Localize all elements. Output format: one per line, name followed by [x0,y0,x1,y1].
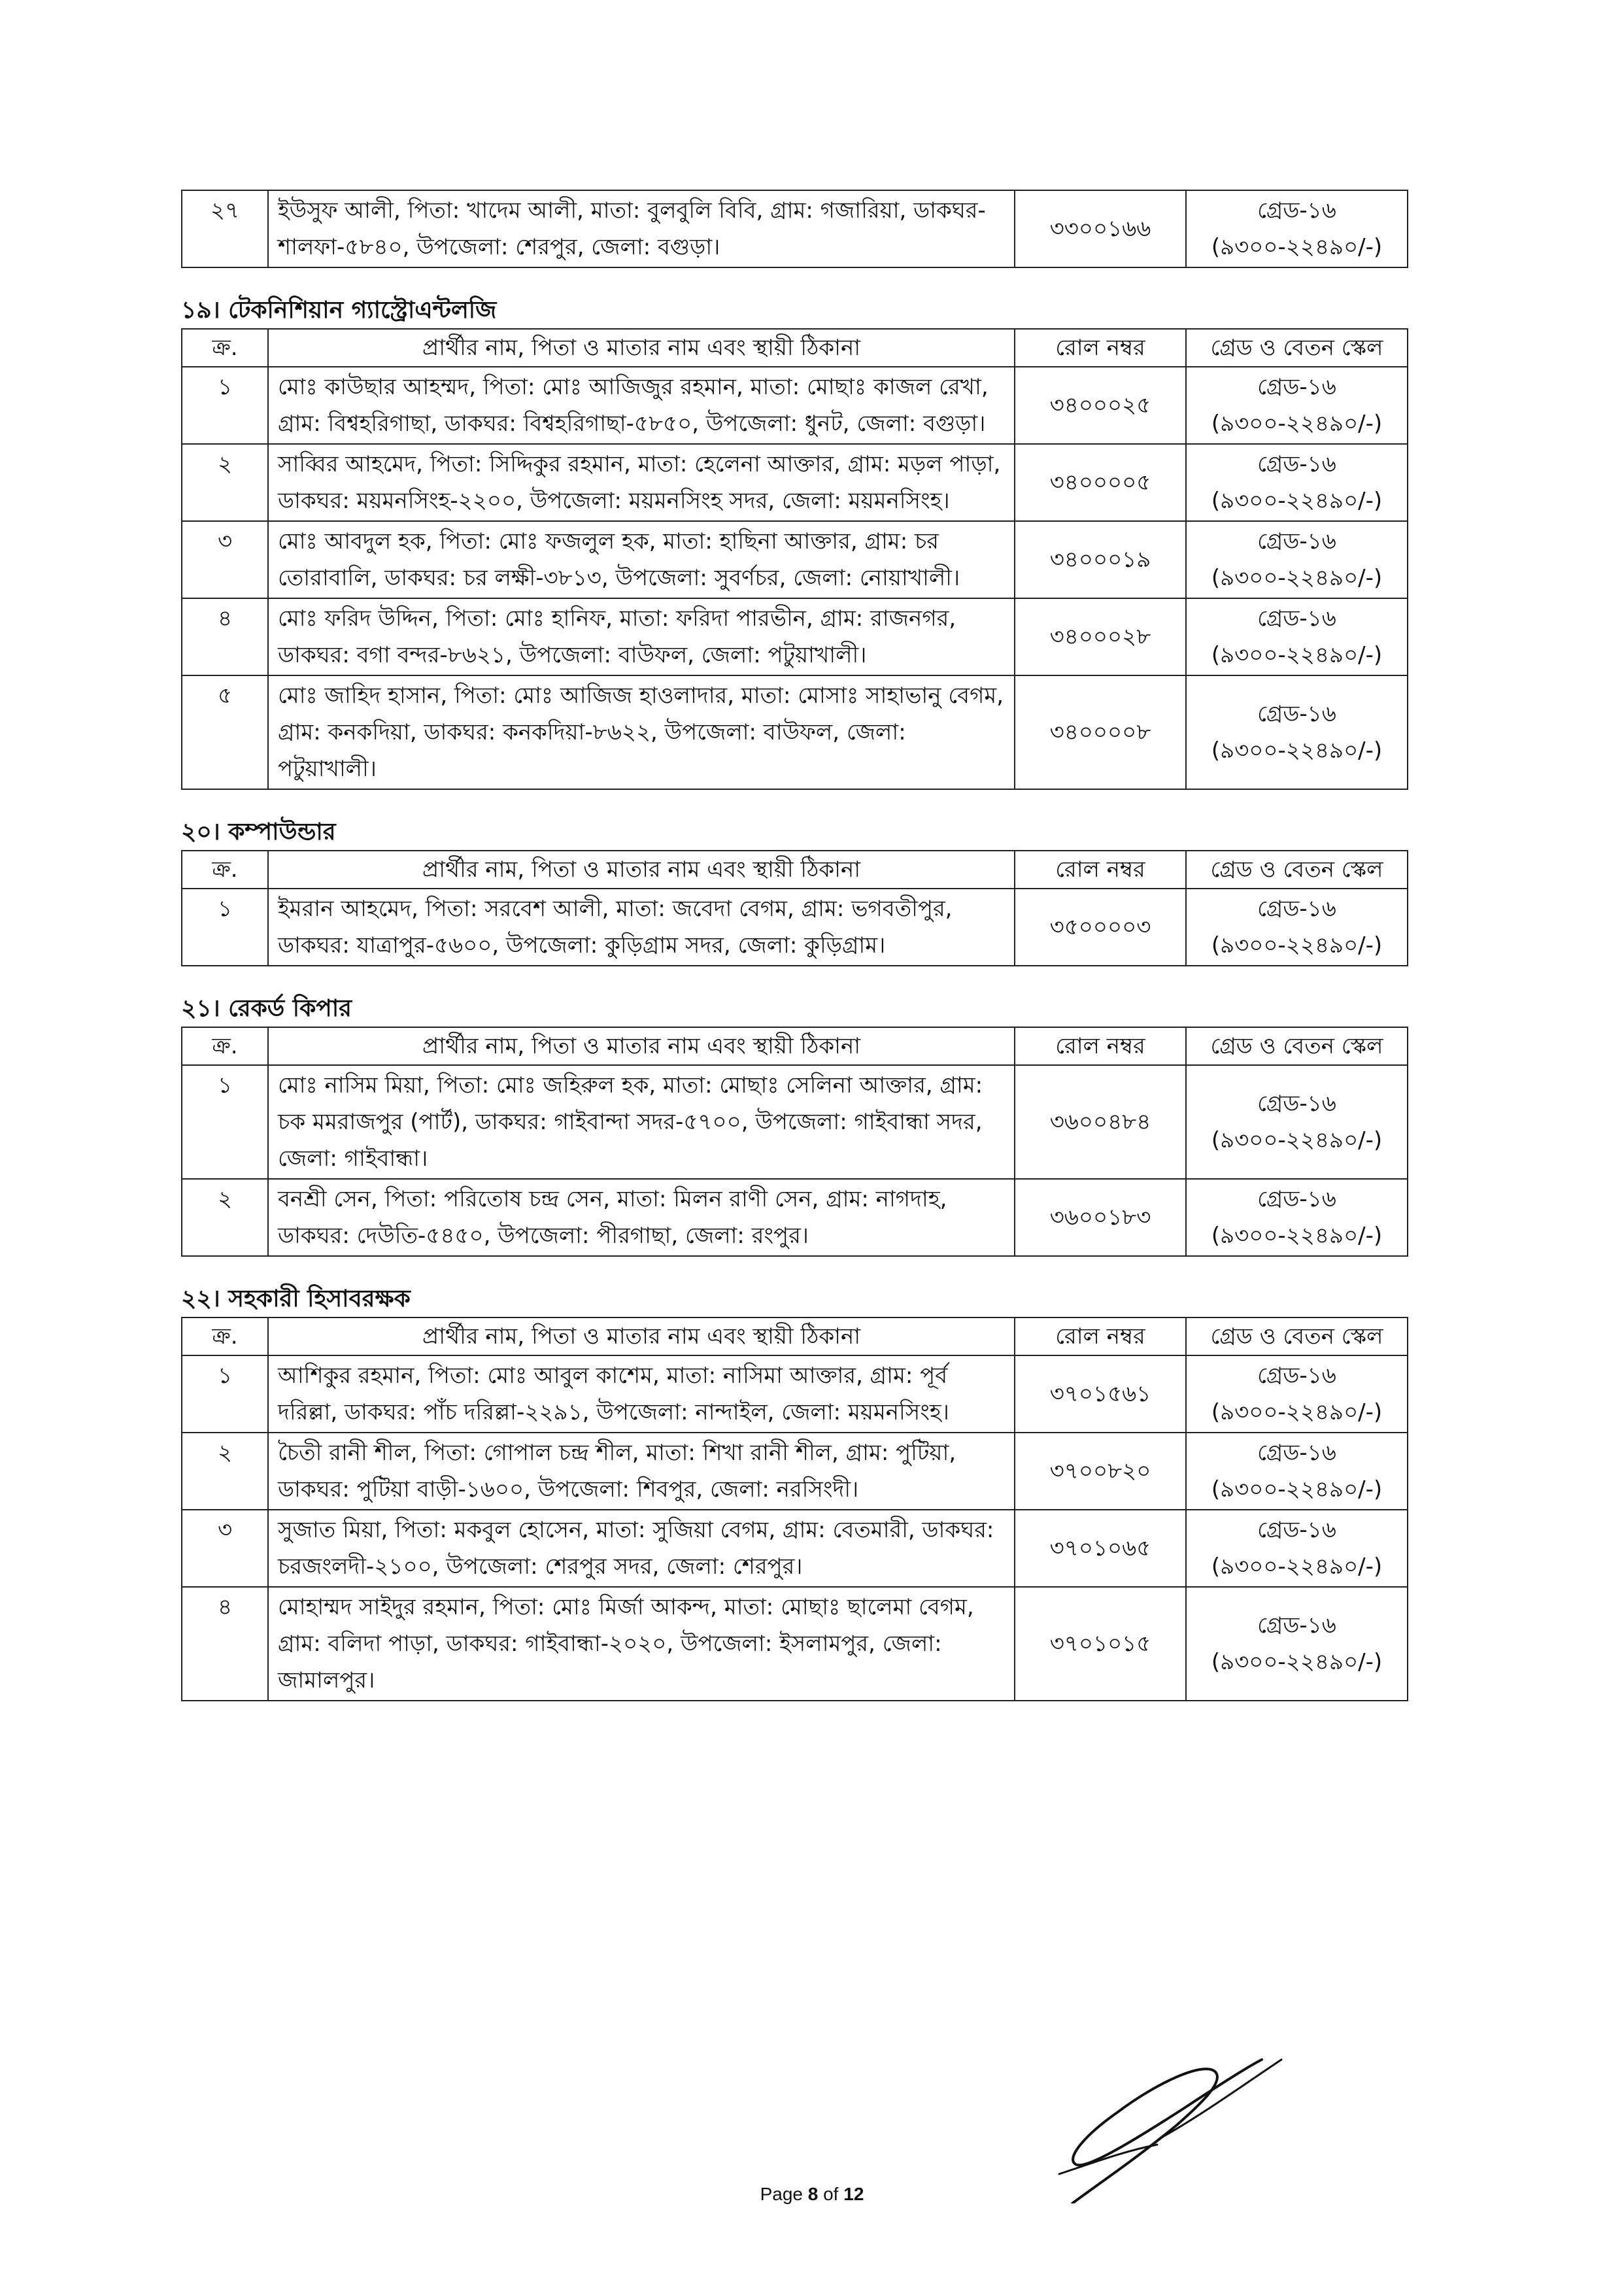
grade-label: গ্রেড-১৬ [1257,1363,1336,1389]
header-serial: ক্র. [182,1027,268,1065]
candidate-table [181,1027,1408,1257]
pay-scale: (৯৩০০-২২৪৯০/-) [1211,932,1383,959]
grade-cell [1186,367,1408,444]
roll-number-cell: ৩৪০০০০৮ [1015,675,1186,789]
header-roll: রোল নম্বর [1015,1318,1186,1355]
roll-number-cell: ৩৭০১০১৫ [1015,1587,1186,1701]
roll-number-cell: ৩৭০১০৬৫ [1015,1510,1186,1587]
table-row [182,598,1408,675]
candidate-info-cell: ইমরান আহমেদ, পিতা: সরবেশ আলী, মাতা: জবেদা বেগম, গ্রাম: ভগবতীপুর, ডাকঘর: যাত্রাপুর-৫৬০০, উপজেলা: কুড়িগ্রাম সদর, জেলা: কুড়িগ্রাম। [268,889,1015,966]
grade-label: গ্রেড-১৬ [1257,896,1336,922]
pay-scale: (৯৩০০-২২৪৯০/-) [1211,1127,1383,1153]
table-row [182,1355,1408,1433]
candidate-info-cell: মোঃ জাহিদ হাসান, পিতা: মোঃ আজিজ হাওলাদার, মাতা: মোসাঃ সাহাভানু বেগম, গ্রাম: কনকদিয়া, ডাকঘর: কনকদিয়া-৮৬২২, উপজেলা: বাউফল, জেলা: পটুয়াখালী। [268,675,1015,789]
table-row [182,521,1408,598]
grade-label: গ্রেড-১৬ [1257,605,1336,632]
header-name: প্রার্থীর নাম, পিতা ও মাতার নাম এবং স্থায়ী ঠিকানা [268,329,1015,367]
continued-table-body [182,190,1408,267]
footer-total-pages: 12 [843,2184,864,2204]
serial-cell: ৪ [182,1587,268,1701]
continued-table [181,190,1408,268]
header-name: প্রার্থীর নাম, পিতা ও মাতার নাম এবং স্থায়ী ঠিকানা [268,1318,1015,1355]
pay-scale: (৯৩০০-২২৪৯০/-) [1211,565,1383,591]
grade-cell [1186,889,1408,966]
pay-scale: (৯৩০০-২২৪৯০/-) [1211,1399,1383,1425]
serial-cell: ২ [182,1433,268,1510]
serial-cell: ২ [182,444,268,521]
candidate-info-cell: ইউসুফ আলী, পিতা: খাদেম আলী, মাতা: বুলবুলি বিবি, গ্রাম: গজারিয়া, ডাকঘর-শালফা-৫৮৪০, উপজেলা: শেরপুর, জেলা: বগুড়া। [268,190,1015,267]
candidate-info-cell: মোঃ নাসিম মিয়া, পিতা: মোঃ জহিরুল হক, মাতা: মোছাঃ সেলিনা আক্তার, গ্রাম: চক মমরাজপুর (পার্ট), ডাকঘর: গাইবান্দা সদর-৫৭০০, উপজেলা: গাইবান্ধা সদর, জেলা: গাইবান্ধা। [268,1065,1015,1179]
grade-cell [1186,1065,1408,1179]
document-content [181,190,1407,1701]
table-row [182,1065,1408,1179]
grade-cell [1186,1179,1408,1256]
roll-number-cell: ৩৬০০১৮৩ [1015,1179,1186,1256]
table-row [182,1587,1408,1701]
table-row [182,675,1408,789]
grade-label: গ্রেড-১৬ [1257,528,1336,554]
grade-label: গ্রেড-১৬ [1257,451,1336,477]
pay-scale: (৯৩০০-২২৪৯০/-) [1211,411,1383,437]
pay-scale: (৯৩০০-২২৪৯০/-) [1211,1223,1383,1249]
pay-scale: (৯৩০০-২২৪৯০/-) [1211,1649,1383,1675]
section-heading: ১৯। টেকনিশিয়ান গ্যাস্ট্রোএন্টলজি [181,297,497,324]
section-heading: ২০। কম্পাউন্ডার [181,819,336,845]
page-footer [0,2184,1624,2205]
header-serial: ক্র. [182,1318,268,1355]
roll-number-cell: ৩৭০১৫৬১ [1015,1355,1186,1433]
serial-cell: ৩ [182,1510,268,1587]
table-row [182,889,1408,966]
header-grade: গ্রেড ও বেতন স্কেল [1186,851,1408,889]
footer-prefix: Page [760,2184,808,2204]
serial-cell: ২৭ [182,190,268,267]
pay-scale: (৯৩০০-২২৪৯০/-) [1211,488,1383,514]
serial-cell: ১ [182,1355,268,1433]
grade-cell [1186,190,1408,267]
grade-cell [1186,1433,1408,1510]
pay-scale: (৯৩০০-২২৪৯০/-) [1211,1476,1383,1503]
header-serial: ক্র. [182,329,268,367]
grade-label: গ্রেড-১৬ [1257,1186,1336,1212]
grade-label: গ্রেড-১৬ [1257,701,1336,727]
grade-cell [1186,598,1408,675]
serial-cell: ১ [182,1065,268,1179]
grade-cell [1186,1355,1408,1433]
pay-scale: (৯৩০০-২২৪৯০/-) [1211,234,1383,260]
grade-label: গ্রেড-১৬ [1257,374,1336,400]
serial-cell: ২ [182,1179,268,1256]
header-serial: ক্র. [182,851,268,889]
candidate-info-cell: চৈতী রানী শীল, পিতা: গোপাল চন্দ্র শীল, মাতা: শিখা রানী শীল, গ্রাম: পুটিয়া, ডাকঘর: পুটিয়া বাড়ী-১৬০০, উপজেলা: শিবপুর, জেলা: নরসিংদী। [268,1433,1015,1510]
candidate-info-cell: সাব্বির আহমেদ, পিতা: সিদ্দিকুর রহমান, মাতা: হেলেনা আক্তার, গ্রাম: মড়ল পাড়া, ডাকঘর: ময়মনসিংহ-২২০০, উপজেলা: ময়মনসিংহ সদর, জেলা: ময়মনসিংহ। [268,444,1015,521]
grade-label: গ্রেড-১৬ [1257,1091,1336,1117]
table-header-row [182,329,1408,367]
grade-cell [1186,675,1408,789]
table-row [182,1179,1408,1256]
pay-scale: (৯৩০০-২২৪৯০/-) [1211,642,1383,668]
roll-number-cell: ৩৩০০১৬৬ [1015,190,1186,267]
grade-cell [1186,1587,1408,1701]
sections-container [181,294,1407,1701]
table-header-row [182,1318,1408,1355]
candidate-info-cell: আশিকুর রহমান, পিতা: মোঃ আবুল কাশেম, মাতা: নাসিমা আক্তার, গ্রাম: পূর্ব দরিল্লা, ডাকঘর: পাঁচ দরিল্লা-২২৯১, উপজেলা: নান্দাইল, জেলা: ময়মনসিংহ। [268,1355,1015,1433]
header-roll: রোল নম্বর [1015,851,1186,889]
candidate-table [181,328,1408,790]
header-name: প্রার্থীর নাম, পিতা ও মাতার নাম এবং স্থায়ী ঠিকানা [268,1027,1015,1065]
roll-number-cell: ৩৬০০৪৮৪ [1015,1065,1186,1179]
candidate-info-cell: মোঃ ফরিদ উদ্দিন, পিতা: মোঃ হানিফ, মাতা: ফরিদা পারভীন, গ্রাম: রাজনগর, ডাকঘর: বগা বন্দর-৮৬২১, উপজেলা: বাউফল, জেলা: পটুয়াখালী। [268,598,1015,675]
table-row [182,190,1408,267]
serial-cell: ৫ [182,675,268,789]
footer-middle: of [818,2184,844,2204]
roll-number-cell: ৩৭০০৮২০ [1015,1433,1186,1510]
roll-number-cell: ৩৪০০০১৯ [1015,521,1186,598]
roll-number-cell: ৩৪০০০২৮ [1015,598,1186,675]
section-heading: ২২। সহকারী হিসাবরক্ষক [181,1285,411,1312]
header-roll: রোল নম্বর [1015,1027,1186,1065]
grade-cell [1186,444,1408,521]
table-row [182,1433,1408,1510]
serial-cell: ৩ [182,521,268,598]
candidate-info-cell: সুজাত মিয়া, পিতা: মকবুল হোসেন, মাতা: সুজিয়া বেগম, গ্রাম: বেতমারী, ডাকঘর: চরজংলদী-২১০০, উপজেলা: শেরপুর সদর, জেলা: শেরপুর। [268,1510,1015,1587]
header-grade: গ্রেড ও বেতন স্কেল [1186,329,1408,367]
grade-cell [1186,521,1408,598]
grade-label: গ্রেড-১৬ [1257,1440,1336,1466]
serial-cell: ১ [182,367,268,444]
serial-cell: ১ [182,889,268,966]
table-row [182,444,1408,521]
table-header-row [182,851,1408,889]
pay-scale: (৯৩০০-২২৪৯০/-) [1211,738,1383,764]
section-heading: ২১। রেকর্ড কিপার [181,995,352,1022]
header-roll: রোল নম্বর [1015,329,1186,367]
pay-scale: (৯৩০০-২২৪৯০/-) [1211,1554,1383,1580]
grade-label: গ্রেড-১৬ [1257,197,1336,224]
grade-cell [1186,1510,1408,1587]
header-grade: গ্রেড ও বেতন স্কেল [1186,1027,1408,1065]
grade-label: গ্রেড-১৬ [1257,1612,1336,1639]
roll-number-cell: ৩৪০০০২৫ [1015,367,1186,444]
candidate-table [181,850,1408,966]
roll-number-cell: ৩৫০০০০৩ [1015,889,1186,966]
candidate-table [181,1317,1408,1701]
candidate-info-cell: মোঃ কাউছার আহম্মদ, পিতা: মোঃ আজিজুর রহমান, মাতা: মোছাঃ কাজল রেখা, গ্রাম: বিশ্বহরিগাছা, ডাকঘর: বিশ্বহরিগাছা-৫৮৫০, উপজেলা: ধুনট, জেলা: বগুড়া। [268,367,1015,444]
table-row [182,367,1408,444]
header-name: প্রার্থীর নাম, পিতা ও মাতার নাম এবং স্থায়ী ঠিকানা [268,851,1015,889]
serial-cell: ৪ [182,598,268,675]
header-grade: গ্রেড ও বেতন স্কেল [1186,1318,1408,1355]
table-row [182,1510,1408,1587]
handwritten-signature [1046,2047,1294,2203]
footer-current-page: 8 [807,2184,819,2204]
roll-number-cell: ৩৪০০০০৫ [1015,444,1186,521]
candidate-info-cell: মোহাম্মদ সাইদুর রহমান, পিতা: মোঃ মির্জা আকন্দ, মাতা: মোছাঃ ছালেমা বেগম, গ্রাম: বলিদা পাড়া, ডাকঘর: গাইবান্ধা-২০২০, উপজেলা: ইসলামপুর, জেলা: জামালপুর। [268,1587,1015,1701]
table-header-row [182,1027,1408,1065]
candidate-info-cell: বনশ্রী সেন, পিতা: পরিতোষ চন্দ্র সেন, মাতা: মিলন রাণী সেন, গ্রাম: নাগদাহ, ডাকঘর: দেউতি-৫৪৫০, উপজেলা: পীরগাছা, জেলা: রংপুর। [268,1179,1015,1256]
grade-label: গ্রেড-১৬ [1257,1517,1336,1543]
candidate-info-cell: মোঃ আবদুল হক, পিতা: মোঃ ফজলুল হক, মাতা: হাছিনা আক্তার, গ্রাম: চর তোরাবালি, ডাকঘর: চর লক্ষী-৩৮১৩, উপজেলা: সুবর্ণচর, জেলা: নোয়াখালী। [268,521,1015,598]
